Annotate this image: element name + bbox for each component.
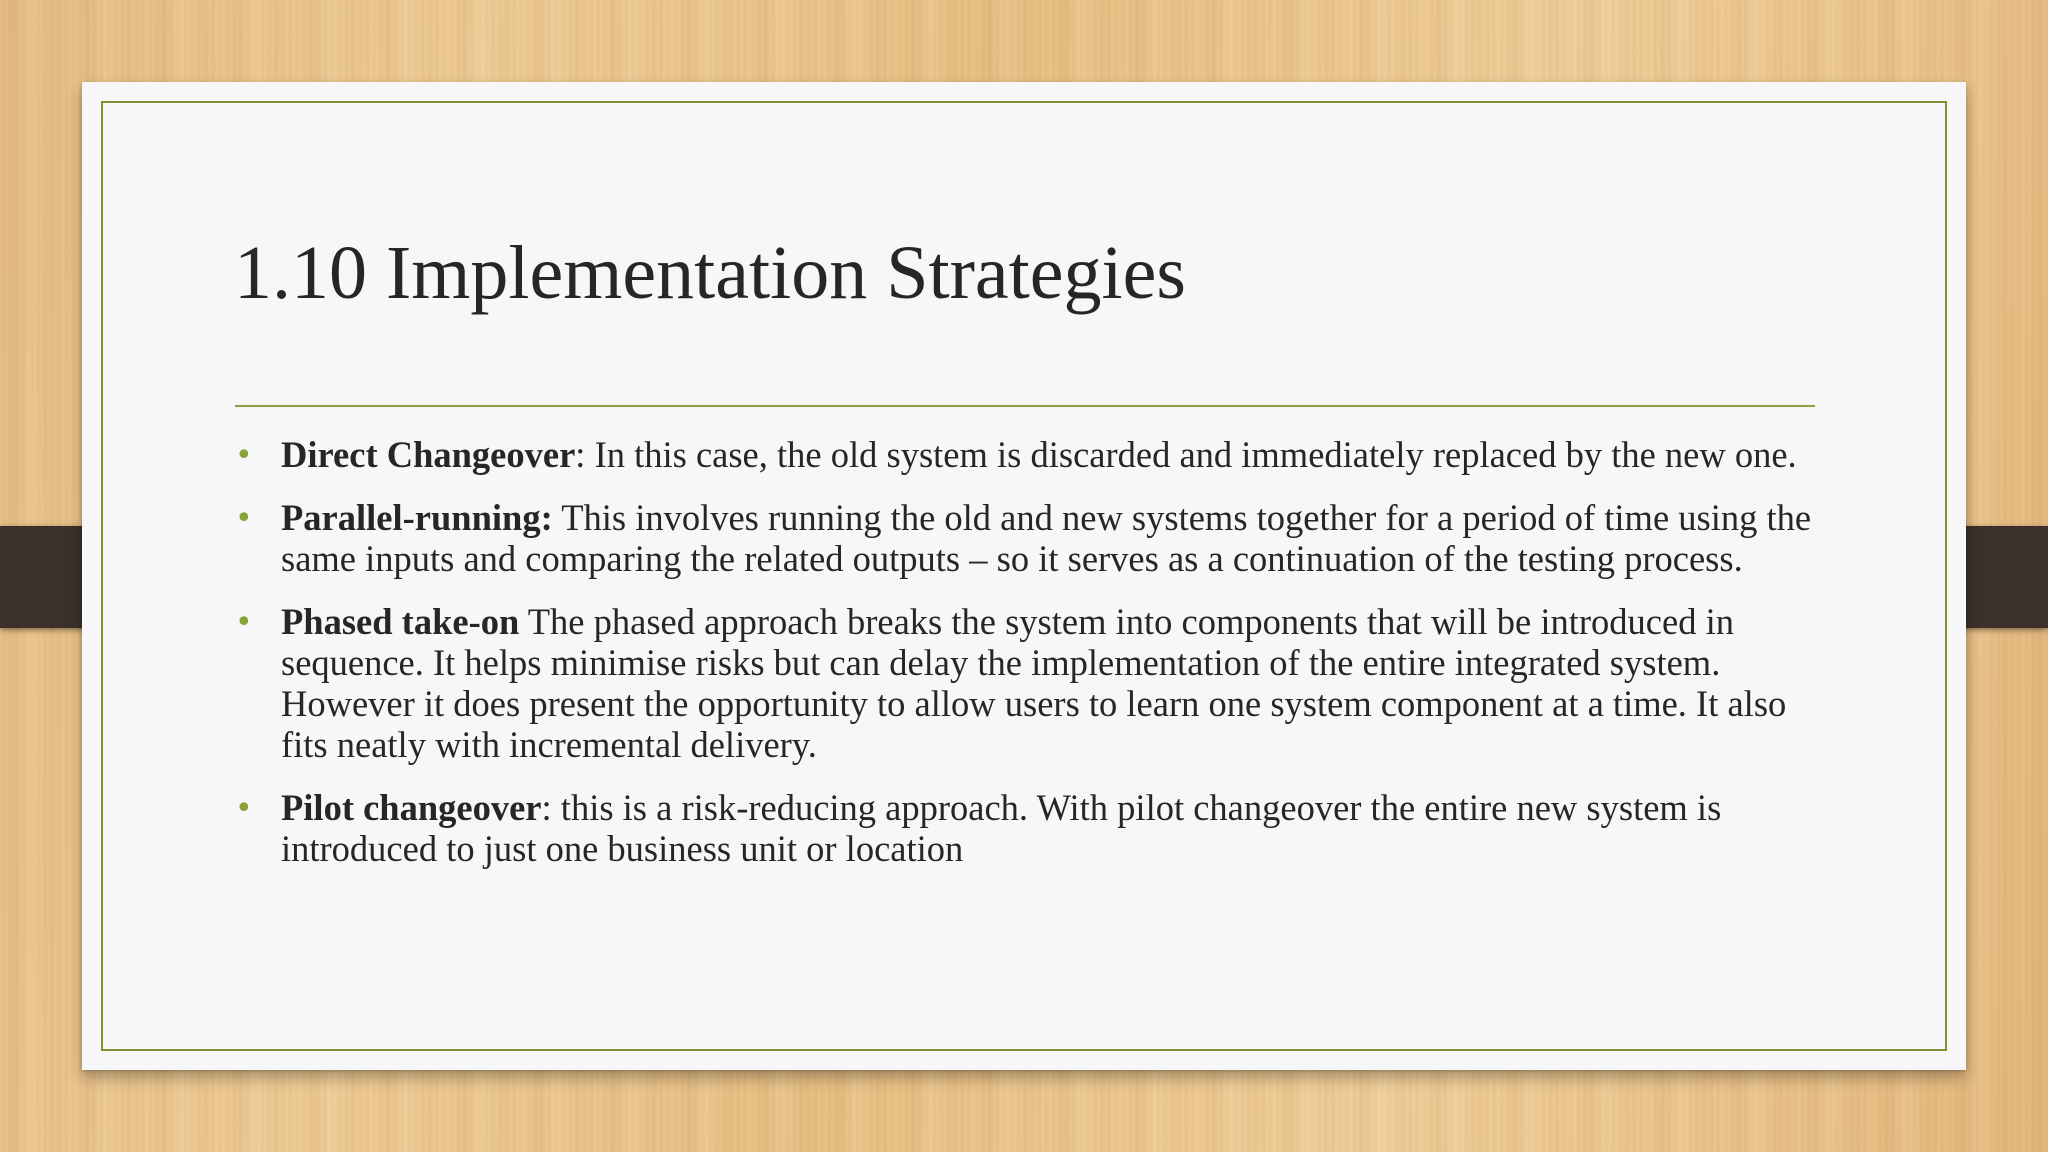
bullet-separator: [519, 601, 527, 642]
bullet-separator: :: [575, 434, 595, 475]
bullet-text: This involves running the old and new systems together for a period of time using the same inputs and comparing the related outputs – so it serves as a continuation of the testing process.: [281, 497, 1812, 579]
bullet-separator: :: [541, 787, 561, 828]
bullet-dot-icon: •: [235, 605, 253, 640]
bullet-term: Phased take-on: [281, 601, 520, 642]
bullet-text: In this case, the old system is discarded and immediately replaced by the new one.: [594, 434, 1797, 475]
bullet-dot-icon: •: [235, 438, 253, 473]
bullet-direct-changeover: [235, 434, 1825, 475]
bullet-list: [235, 434, 1825, 891]
slide-title: 1.10 Implementation Strategies: [234, 231, 1186, 315]
bullet-term: Pilot changeover: [281, 787, 542, 828]
bullet-dot-icon: •: [235, 791, 253, 826]
bullet-dot-icon: •: [235, 501, 253, 536]
bullet-term: Parallel-running:: [281, 497, 553, 538]
bullet-term: Direct Changeover: [281, 434, 576, 475]
bullet-pilot-changeover: [235, 787, 1825, 869]
bullet-separator: [553, 497, 561, 538]
title-divider: [235, 405, 1815, 407]
bullet-text: The phased approach breaks the system into components that will be introduced in sequence. It helps minimise risks but can delay the implementation of the entire integrated system. However it does present the opportunity to allow users to learn one system component at a time. It also fits neatly with incremental delivery.: [281, 601, 1787, 765]
slide: [82, 82, 1966, 1070]
bullet-text: this is a risk-reducing approach. With pilot changeover the entire new system is introduced to just one business unit or location: [281, 787, 1722, 869]
bullet-phased-take-on: [235, 601, 1825, 765]
bullet-parallel-running: [235, 497, 1825, 579]
